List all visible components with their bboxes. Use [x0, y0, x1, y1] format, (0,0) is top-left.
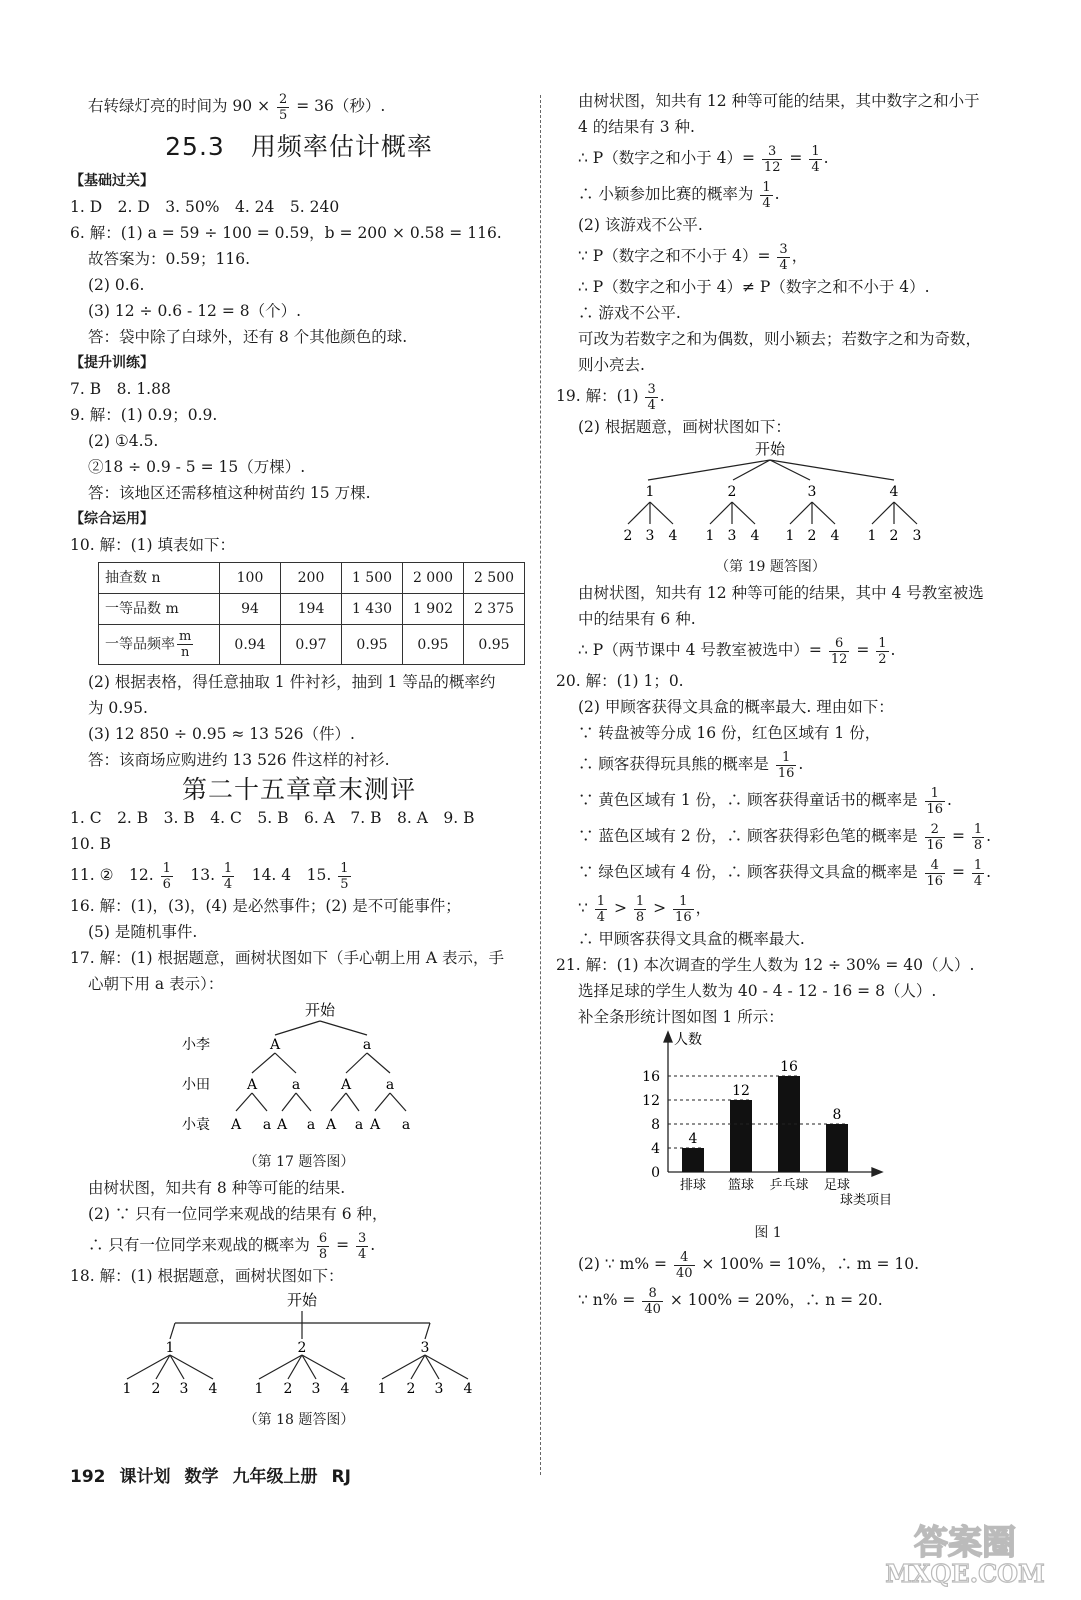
tree-node: 3	[311, 1381, 321, 1397]
fraction: $\frac{1}{16}$	[926, 785, 944, 817]
line: 答：该地区还需移植这种树苗约 15 万棵.	[88, 484, 371, 502]
line: (2) 根据题意，画树状图如下：	[578, 418, 791, 436]
tree-node: 4	[208, 1381, 218, 1397]
line: ∴ 只有一位同学来观战的概率为 $\frac{6}{8}$ = $\frac{3}{4}$ .	[88, 1230, 376, 1262]
table-header-cell: 一等品频率 $\frac{m}{n}$	[99, 625, 220, 665]
tree-node: 1	[165, 1340, 175, 1356]
tree-node: A	[269, 1037, 281, 1053]
tree-node: 1	[785, 528, 795, 544]
line: ∵ 绿色区域有 4 份，∴ 顾客获得文具盒的概率是 $\frac{4}{16}$ = $\frac{1}{4}$ .	[578, 857, 992, 889]
fraction: $\frac{4}{16}$	[926, 857, 944, 889]
y-axis-arrow	[664, 1032, 672, 1042]
line: 1. C 2. B 3. B 4. C 5. B 6. A 7. B 8. A 9. B	[70, 809, 475, 827]
tree-node: 1	[122, 1381, 132, 1397]
fraction: $\frac{1}{2}$	[878, 635, 887, 667]
tree-node: 1	[377, 1381, 387, 1397]
line: ∴ 游戏不公平.	[578, 304, 681, 322]
tree-node: 3	[179, 1381, 189, 1397]
watermark-logo	[868, 1518, 1063, 1588]
line: 10. B	[70, 835, 111, 853]
table-row	[99, 563, 525, 594]
line: ∵ $\frac{1}{4}$ > $\frac{1}{8}$ > $\frac{1}{16}$ ，	[578, 893, 712, 925]
tree-row-label: 小李	[182, 1037, 210, 1053]
line: ∴ 小颖参加比赛的概率为 $\frac{1}{4}$ .	[578, 179, 780, 211]
x-tick-label: 排球	[679, 1178, 707, 1193]
y-tick-label: 8	[651, 1117, 660, 1133]
fraction: $\frac{3}{4}$	[647, 381, 656, 413]
fraction: $\frac{1}{16}$	[675, 893, 692, 925]
y-tick-label: 0	[651, 1165, 660, 1181]
tree-19-svg	[578, 440, 1018, 546]
line: ∵ 转盘被等分成 16 份，红色区域有 1 份，	[578, 724, 881, 742]
table-cell: 0.94	[220, 625, 281, 665]
tree-node: 1	[705, 528, 715, 544]
tree-node: a	[362, 1037, 372, 1053]
tree-node: 3	[807, 484, 817, 500]
line: ∴ 甲顾客获得文具盒的概率最大.	[578, 930, 805, 948]
line: ∵ P（数字之和不小于 4）= $\frac{3}{4}$ ，	[578, 241, 808, 273]
data-label: 16	[780, 1059, 798, 1075]
line: 则小亮去.	[578, 356, 645, 374]
tree-row-label: 小田	[182, 1077, 210, 1093]
table-cell: 2 500	[464, 563, 525, 594]
line: 11. ② 12. $\frac{1}{6}$ 13. $\frac{1}{4}$ 14. 4 15. $\frac{1}{5}$	[70, 860, 349, 892]
bar	[730, 1100, 752, 1172]
tree-node: 2	[807, 528, 817, 544]
tree-diagram-19	[578, 440, 1018, 580]
line: ∴ P（数字之和小于 4）≠ P（数字之和不小于 4）.	[578, 278, 930, 296]
tree-node: 1	[254, 1381, 264, 1397]
table-cell: 94	[220, 594, 281, 625]
line: ∵ 蓝色区域有 2 份，∴ 顾客获得彩色笔的概率是 $\frac{2}{16}$ = $\frac{1}{8}$ .	[578, 821, 992, 853]
line: (5) 是随机事件.	[88, 923, 198, 941]
fraction: $\frac{1}{5}$	[340, 860, 349, 892]
fraction: $\frac{m}{n}$	[179, 629, 192, 660]
bar	[826, 1124, 848, 1172]
tree-node: a	[306, 1117, 316, 1133]
y-tick-label: 16	[642, 1069, 660, 1085]
table-cell: 1 500	[342, 563, 403, 594]
line: 选择足球的学生人数为 40 - 4 - 12 - 16 = 8（人）.	[578, 982, 937, 1000]
line: 补全条形统计图如图 1 所示：	[578, 1008, 784, 1026]
fraction: $\frac{1}{8}$	[973, 821, 983, 853]
fraction: $\frac{1}{8}$	[635, 893, 645, 925]
figure-caption: （第 17 题答图）	[243, 1154, 355, 1170]
fraction: $\frac{3}{4}$	[357, 1230, 367, 1262]
tree-node: 4	[830, 528, 840, 544]
fraction: $\frac{1}{16}$	[777, 749, 795, 781]
line: (2) ∵ 只有一位同学来观战的结果有 6 种，	[88, 1205, 388, 1223]
table-cell: 194	[281, 594, 342, 625]
line: (2) 甲顾客获得文具盒的概率最大. 理由如下：	[578, 698, 894, 716]
figure-caption: （第 19 题答图）	[715, 559, 826, 575]
line: 心朝下用 a 表示）：	[88, 975, 224, 993]
bar-chart	[578, 1030, 1018, 1216]
tree-node: 3	[645, 528, 655, 544]
line: 故答案为：0.59；116.	[88, 250, 251, 268]
tree-node: A	[276, 1117, 288, 1133]
grade: 九年级上册	[232, 1467, 318, 1487]
tree-diagram-17	[70, 997, 528, 1175]
fraction: $\frac{1}{4}$	[596, 893, 606, 925]
tree-root-label: 开始	[304, 1001, 336, 1019]
line: 16. 解：(1)，(3)，(4) 是必然事件；(2) 是不可能事件；	[70, 897, 461, 915]
line: ∴ P（数字之和小于 4）= $\frac{3}{12}$ = $\frac{1}{4}$ .	[578, 143, 829, 175]
line: ②18 ÷ 0.9 - 5 = 15（万棵）.	[88, 458, 306, 476]
line: 中的结果有 6 种.	[578, 610, 696, 628]
x-tick-label: 篮球	[727, 1178, 755, 1193]
table-cell: 2 375	[464, 594, 525, 625]
x-tick-label: 足球	[823, 1178, 851, 1193]
fraction: $\frac{1}{4}$	[811, 143, 820, 175]
line: (3) 12 850 ÷ 0.95 ≈ 13 526（件）.	[88, 725, 355, 743]
line: 6. 解：(1) a = 59 ÷ 100 = 0.59，b = 200 × 0.58 = 116.	[70, 224, 502, 242]
data-label: 8	[832, 1107, 842, 1123]
page-footer	[70, 1462, 365, 1487]
tree-node: 4	[750, 528, 760, 544]
table-cell: 1 902	[403, 594, 464, 625]
tree-node: a	[262, 1117, 272, 1133]
tree-node: a	[401, 1117, 411, 1133]
right-column	[556, 88, 1018, 1318]
table-cell: 0.95	[342, 625, 403, 665]
table-cell: 0.97	[281, 625, 342, 665]
table-cell: 0.95	[464, 625, 525, 665]
line: ∵ 黄色区域有 1 份，∴ 顾客获得童话书的概率是 $\frac{1}{16}$ .	[578, 785, 952, 817]
y-tick-label: 4	[651, 1141, 660, 1157]
fraction: $\frac{8}{40}$	[644, 1285, 661, 1317]
table-cell: 0.95	[403, 625, 464, 665]
y-axis-label: 人数	[674, 1032, 702, 1048]
watermark-url: MXQE.COM	[885, 1559, 1045, 1588]
tree-node: 2	[727, 484, 737, 500]
x-tick-label: 乒乓球	[769, 1178, 809, 1193]
table-row	[99, 625, 525, 665]
tree-edges	[628, 460, 917, 524]
data-label: 12	[732, 1083, 750, 1099]
section-tag: 【提升训练】	[70, 355, 154, 371]
figure-caption: （第 18 题答图）	[243, 1412, 355, 1428]
line: 10. 解：(1) 填表如下：	[70, 536, 235, 554]
tree-node: 2	[623, 528, 633, 544]
tree-node: A	[246, 1077, 258, 1093]
tree-node: a	[385, 1077, 395, 1093]
line: (2) ①4.5.	[88, 432, 159, 450]
tree-root-label: 开始	[286, 1291, 318, 1309]
line: 17. 解：(1) 根据题意，画树状图如下（手心朝上用 A 表示，手	[70, 949, 505, 967]
tree-node: A	[340, 1077, 352, 1093]
column-divider	[540, 95, 541, 1475]
line: (2) ∵ m% = $\frac{4}{40}$ × 100% = 10%，∴ m = 10.	[578, 1249, 920, 1281]
tree-node: 3	[727, 528, 737, 544]
table-cell: 2 000	[403, 563, 464, 594]
bar	[682, 1148, 704, 1172]
fraction: $\frac{3}{12}$	[763, 143, 781, 175]
line: ∴ P（两节课中 4 号教室被选中）= $\frac{6}{12}$ = $\frac{1}{2}$ .	[578, 635, 896, 667]
tree-node: a	[354, 1117, 364, 1133]
line: ∵ n% = $\frac{8}{40}$ × 100% = 20%，∴ n = 20.	[578, 1285, 883, 1317]
fraction: $\frac{3}{4}$	[779, 241, 788, 273]
line: ∴ 顾客获得玩具熊的概率是 $\frac{1}{16}$ .	[578, 749, 804, 781]
fraction: $\frac{6}{12}$	[830, 635, 848, 667]
line: 7. B 8. 1.88	[70, 380, 171, 398]
tree-18-svg	[70, 1289, 528, 1399]
tree-node: 2	[283, 1381, 293, 1397]
line: 由树状图，知共有 8 种等可能的结果.	[88, 1179, 346, 1197]
x-axis-arrow	[872, 1168, 882, 1176]
tree-node: A	[325, 1117, 337, 1133]
tree-node: A	[230, 1117, 242, 1133]
table-cell: 100	[220, 563, 281, 594]
tree-edges	[236, 1021, 406, 1111]
table-cell: 1 430	[342, 594, 403, 625]
tree-node: A	[369, 1117, 381, 1133]
fraction: $\frac{4}{40}$	[675, 1249, 693, 1281]
tree-node: 1	[867, 528, 877, 544]
edition: RJ	[331, 1467, 351, 1487]
line: 18. 解：(1) 根据题意，画树状图如下：	[70, 1267, 344, 1285]
watermark-text: 答案圈	[914, 1523, 1016, 1563]
line: 右转绿灯亮的时间为 90 × $\frac{2}{5}$ = 36（秒）.	[88, 91, 386, 123]
frequency-table	[98, 562, 525, 665]
table-cell: 200	[281, 563, 342, 594]
chapter-title: 第二十五章章末测评	[181, 775, 416, 804]
line: 21. 解：(1) 本次调查的学生人数为 12 ÷ 30% = 40（人）.	[556, 956, 975, 974]
line: 4 的结果有 3 种.	[578, 118, 695, 136]
line: 9. 解：(1) 0.9；0.9.	[70, 406, 218, 424]
line: 1. D 2. D 3. 50% 4. 24 5. 240	[70, 198, 340, 216]
tree-diagram-18	[70, 1289, 528, 1433]
data-label: 4	[688, 1131, 698, 1147]
line: (2) 0.6.	[88, 276, 145, 294]
tree-node: 3	[420, 1340, 430, 1356]
table-row	[99, 594, 525, 625]
line: 由树状图，知共有 12 种等可能的结果，其中 4 号教室被选	[578, 584, 984, 602]
x-axis-label: 球类项目	[840, 1193, 893, 1208]
bar-chart-figure	[578, 1030, 1018, 1246]
tree-node: a	[291, 1077, 301, 1093]
tree-17-svg	[70, 997, 528, 1147]
section-tag: 【综合运用】	[70, 511, 154, 527]
line: 可改为若数字之和为偶数，则小颖去；若数字之和为奇数，	[578, 330, 982, 348]
line: 19. 解：(1) $\frac{3}{4}$ .	[556, 381, 665, 413]
subject: 数学	[184, 1467, 219, 1487]
series-name: 课计划	[119, 1467, 171, 1487]
tree-node: 2	[151, 1381, 161, 1397]
tree-node: 2	[889, 528, 899, 544]
line: 答：该商场应购进约 13 526 件这样的衬衫.	[88, 751, 390, 769]
tree-node: 4	[463, 1381, 473, 1397]
tree-node: 4	[889, 484, 899, 500]
section-title: 25.3 用频率估计概率	[165, 132, 433, 161]
tree-node: 1	[645, 484, 655, 500]
table-header-cell: 抽查数 n	[99, 563, 220, 594]
tree-node: 3	[912, 528, 922, 544]
section-tag: 【基础过关】	[70, 173, 154, 189]
tree-node: 2	[297, 1340, 307, 1356]
left-column	[70, 88, 528, 1433]
line: 为 0.95.	[88, 699, 148, 717]
line: (3) 12 ÷ 0.6 - 12 = 8（个）.	[88, 302, 302, 320]
fraction: $\frac{1}{4}$	[223, 860, 233, 892]
tree-node: 4	[340, 1381, 350, 1397]
fraction: $\frac{2}{16}$	[926, 821, 944, 853]
line: 由树状图，知共有 12 种等可能的结果，其中数字之和小于	[578, 92, 980, 110]
fraction: $\frac{1}{4}$	[762, 179, 771, 211]
tree-node: 4	[668, 528, 678, 544]
line: (2) 该游戏不公平.	[578, 216, 703, 234]
y-tick-label: 12	[642, 1093, 660, 1109]
line: (2) 根据表格，得任意抽取 1 件衬衫，抽到 1 等品的概率约	[88, 673, 496, 691]
fraction: $\frac{6}{8}$	[318, 1230, 328, 1262]
line: 答：袋中除了白球外，还有 8 个其他颜色的球.	[88, 328, 408, 346]
fraction: $\frac{1}{6}$	[162, 860, 171, 892]
tree-row-label: 小袁	[182, 1117, 210, 1133]
tree-node: 2	[406, 1381, 416, 1397]
fraction: $\frac{2}{5}$	[279, 91, 288, 123]
tree-node: 3	[434, 1381, 444, 1397]
fraction: $\frac{1}{4}$	[973, 857, 983, 889]
line: 20. 解：(1) 1；0.	[556, 672, 684, 690]
page-number: 192	[70, 1467, 106, 1487]
figure-caption: 图 1	[754, 1225, 782, 1241]
table-header-cell: 一等品数 m	[99, 594, 220, 625]
tree-root-label: 开始	[754, 440, 786, 458]
